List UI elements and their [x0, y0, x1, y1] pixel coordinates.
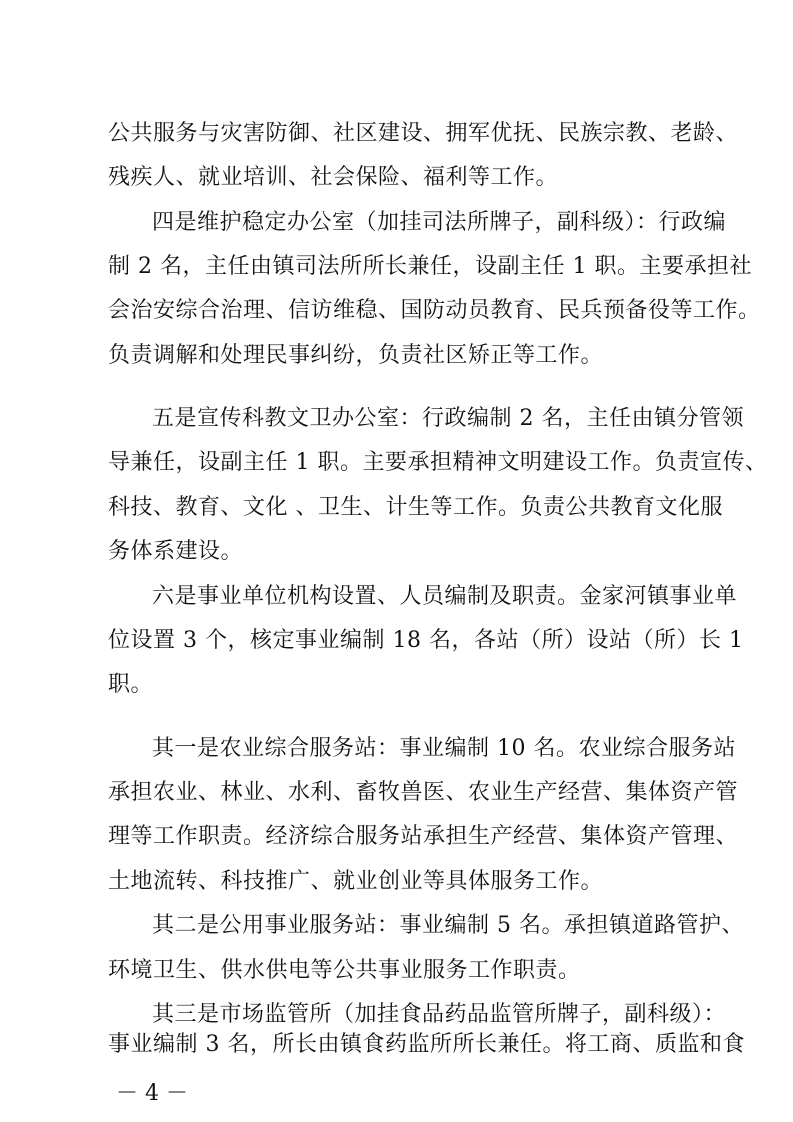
text-line: 导兼任，设副主任 1 职。主要承担精神文明建设工作。负责宣传、	[108, 450, 768, 475]
text-line: 土地流转、科技推广、就业创业等具体服务工作。	[108, 869, 604, 894]
text-line: 会治安综合治理、信访维稳、国防动员教育、民兵预备役等工作。	[108, 298, 761, 323]
text-line: 职。	[108, 672, 154, 697]
text-line: 制 2 名，主任由镇司法所所长兼任，设副主任 1 职。主要承担社	[108, 254, 752, 279]
text-line: 承担农业、林业、水利、畜牧兽医、农业生产经营、集体资产管	[108, 780, 739, 805]
text-line: 理等工作职责。经济综合服务站承担生产经营、集体资产管理、	[108, 824, 739, 849]
text-line: 负责调解和处理民事纠纷，负责社区矫正等工作。	[108, 343, 604, 368]
text-line: 其一是农业综合服务站：事业编制 10 名。农业综合服务站	[152, 736, 736, 761]
text-line: 四是维护稳定办公室（加挂司法所牌子，副科级）：行政编	[152, 210, 727, 235]
page-number: － 4 －	[116, 1081, 188, 1106]
text-line: 位设置 3 个，核定事业编制 18 名，各站（所）设站（所）长 1	[108, 628, 744, 653]
text-line: 六是事业单位机构设置、人员编制及职责。金家河镇事业单	[152, 584, 738, 609]
text-line: 公共服务与灾害防御、社区建设、拥军优抚、民族宗教、老龄、	[108, 121, 739, 146]
text-line: 务体系建设。	[108, 539, 244, 564]
text-line: 环境卫生、供水供电等公共事业服务工作职责。	[108, 958, 581, 983]
text-line: 其三是市场监管所（加挂食品药品监管所牌子，副科级）：	[152, 1002, 727, 1027]
text-line: 其二是公用事业服务站：事业编制 5 名。承担镇道路管护、	[152, 913, 744, 938]
text-line: 残疾人、就业培训、社会保险、福利等工作。	[108, 165, 559, 190]
text-line: 事业编制 3 名，所长由镇食药监所所长兼任。将工商、质监和食	[108, 1032, 745, 1057]
text-line: 科技、教育、文化 、卫生、计生等工作。负责公共教育文化服	[108, 495, 723, 520]
text-line: 五是宣传科教文卫办公室：行政编制 2 名，主任由镇分管领	[152, 406, 744, 431]
